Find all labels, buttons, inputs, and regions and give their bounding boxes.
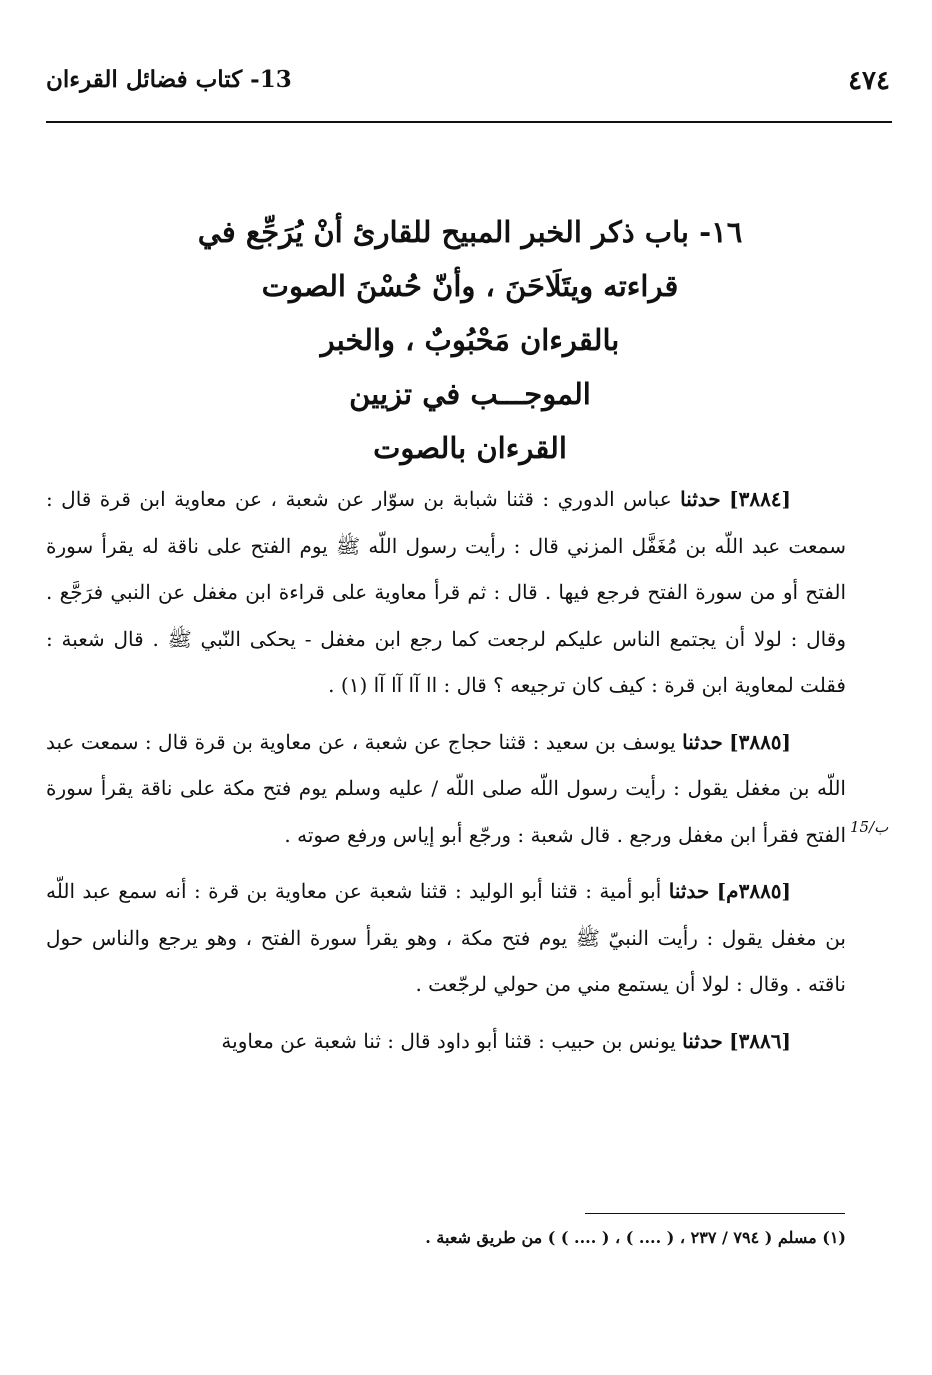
hadith-text: يوسف بن سعيد : قثنا حجاج عن شعبة ، عن معاوية بن قرة قال : سمعت عبد اللّه بن مغفل يقول : رأيت رسول اللّه صلى اللّه / عليه وسلم يوم فتح مكة على ناقة يقرأ سورة الفتح فقرأ ابن مغفل ورجع . قال شعبة : ورجّع أبو إياس ورفع صوته .	[46, 729, 846, 847]
narration-label: حدثنا	[680, 487, 721, 511]
chapter-heading-line: القرءان بالصوت	[373, 431, 567, 465]
narration-label: حدثنا	[668, 879, 710, 903]
chapter-heading-line: قراءته ويتَلَاحَنَ ، وأنّ حُسْنَ الصوت	[261, 269, 679, 303]
narration-label: حدثنا	[682, 729, 723, 754]
hadith-number: [٣٨٨٥م]	[716, 879, 792, 903]
running-title: 13- كتاب فضائل القرءان	[46, 66, 292, 93]
header-rule	[46, 121, 892, 123]
hadith-number: [٣٨٨٦]	[729, 1028, 791, 1053]
hadith-block	[46, 476, 846, 1074]
footnote: (١) مسلم ( ٧٩٤ / ٢٣٧ ، ( .... ) ، ( .... ) ) من طريق شعبة .	[425, 1228, 846, 1247]
narration-label: حدثنا	[682, 1028, 723, 1053]
hadith-paragraph	[46, 868, 846, 1008]
page-header	[46, 66, 892, 106]
hadith-paragraph	[46, 719, 846, 859]
hadith-paragraph	[46, 1018, 846, 1065]
hadith-text: يونس بن حبيب : قثنا أبو داود قال : ثنا شعبة عن معاوية	[221, 1028, 683, 1053]
hadith-paragraph	[46, 476, 846, 709]
hadith-number: [٣٨٨٤]	[729, 487, 792, 511]
hadith-number: [٣٨٨٥]	[729, 729, 792, 754]
chapter-heading-line: ١٦- باب ذكر الخبر المبيح للقارئ أنْ يُرَجِّع في	[197, 215, 743, 249]
chapter-heading-line: الموجـــب في تزيين	[349, 377, 591, 411]
page-number: ٤٧٤	[848, 66, 890, 96]
hadith-text: عباس الدوري : قثنا شبابة بن سوّار عن شعبة ، عن معاوية ابن قرة قال : سمعت عبد اللّه بن مُغَفَّل المزني قال : رأيت رسول اللّه ﷺ يوم الفتح على ناقة له يقرأ سورة الفتح أو من سورة الفتح فرجع فيها . قال : ثم قرأ معاوية على قراءة ابن مغفل عن النبي فرَجَّع . وقال : لولا أن يجتمع الناس عليكم لرجعت كما رجع ابن مغفل - يحكى النّبي ﷺ . قال شعبة : فقلت لمعاوية ابن قرة : كيف كان ترجيعه ؟ قال : اا آا آا آا (١) .	[46, 487, 846, 697]
chapter-heading-line: بالقرءان مَحْبُوبٌ ، والخبر	[320, 323, 620, 357]
hadith-text: أبو أمية : قثنا أبو الوليد : قثنا شعبة عن معاوية بن قرة : أنه سمع عبد اللّه بن مغفل يقول : رأيت النبيّ ﷺ يوم فتح مكة ، وهو يقرأ سورة الفتح ، وهو يرجع والناس حول ناقته . وقال : لولا أن يستمع مني من حولي لرجّعت .	[46, 879, 846, 996]
footnote-rule	[585, 1213, 845, 1214]
chapter-heading	[120, 205, 820, 475]
margin-folio-note: 15/ب	[850, 818, 889, 836]
